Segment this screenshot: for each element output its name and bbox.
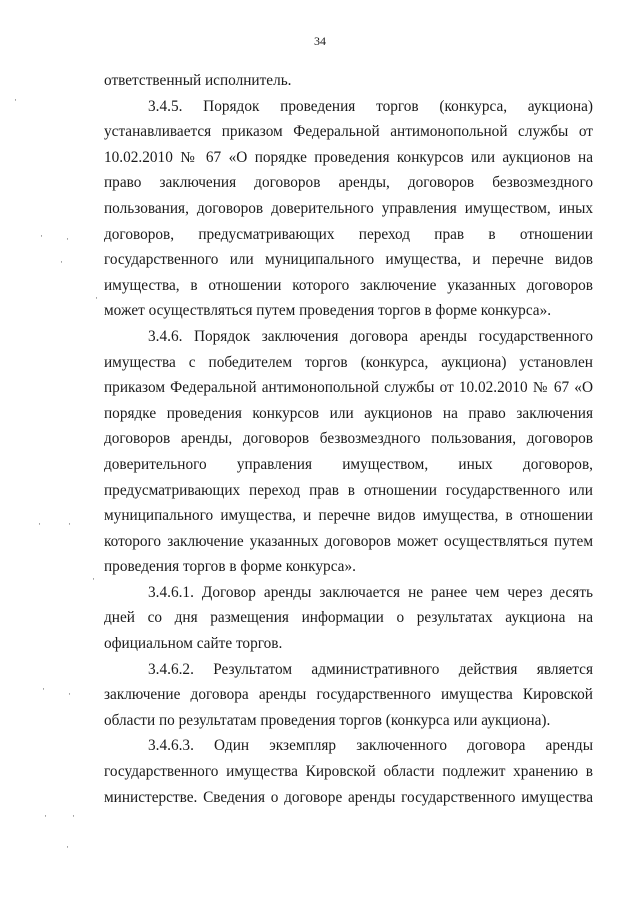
scan-speck: · <box>68 519 71 529</box>
paragraph-3-4-6-2: 3.4.6.2. Результатом административного действия является заключение договора аренды государственного имущества Кировской области по результатам проведения торгов (конкурса или аукциона). <box>104 660 593 729</box>
paragraph-3-4-6: 3.4.6. Порядок заключения договора аренды государственного имущества с победителем торгов (конкурса, аукциона) установлен приказом Федеральной антимонопольной службы от 10.02.2010 № 67 «О порядке проведения конкурсов или аукционов на право заключения договоров аренды, договоров безвозмездного пользования, договоров доверительного управления имуществом, иных договоров, предусматривающих переход прав в отношении государственного или муниципального имущества, и перечне видов имущества, в отношении которого заключение указанных договоров может осуществляться путем проведения торгов в форме конкурса». <box>104 327 593 576</box>
paragraph-3-4-5: 3.4.5. Порядок проведения торгов (конкурса, аукциона) устанавливается приказом Федеральной антимонопольной службы от 10.02.2010 № 67 «О порядке проведения конкурсов или аукционов на право заключения договоров аренды, договоров безвозмездного пользования, договоров доверительного управления имуществом, иных договоров, предусматривающих переход прав в отношении государственного или муниципального имущества, и перечне видов имущества, в отношении которого заключение указанных договоров может осуществляться путем проведения торгов в форме конкурса». <box>104 97 593 320</box>
scan-speck: · <box>66 234 69 244</box>
scan-speck: · <box>40 231 43 241</box>
scan-speck: · <box>92 574 95 584</box>
scan-speck: · <box>68 689 71 699</box>
paragraph-3-4-6-1: 3.4.6.1. Договор аренды заключается не ранее чем через десять дней со дня размещения информации о результатах аукциона на официальном сайте торгов. <box>104 583 593 653</box>
scan-speck: · <box>60 257 63 267</box>
scan-speck: · <box>14 95 17 105</box>
scan-speck: · <box>72 811 75 821</box>
paragraph-3-4-6-3: 3.4.6.3. Один экземпляр заключенного договора аренды государственного имущества Кировской области подлежит хранению в министерстве. Сведения о договоре аренды государственного имущества <box>104 737 593 806</box>
scan-speck: · <box>95 293 98 303</box>
paragraph-continuation: ответственный исполнитель. <box>104 72 292 89</box>
page-number: 34 <box>314 34 326 48</box>
scan-speck: · <box>42 684 45 694</box>
scan-speck: · <box>44 811 47 821</box>
scan-speck: · <box>66 842 69 852</box>
scan-speck: · <box>38 519 41 529</box>
document-body <box>104 68 593 810</box>
